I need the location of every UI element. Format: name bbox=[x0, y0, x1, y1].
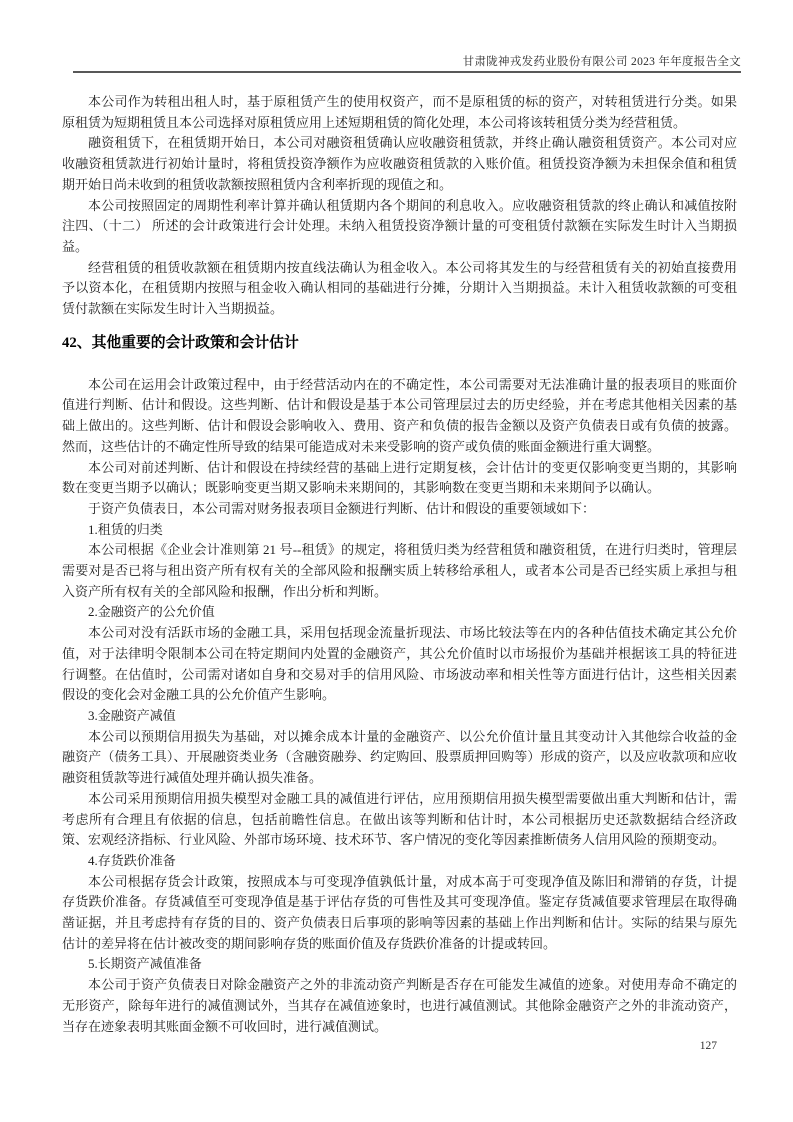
paragraph: 本公司以预期信用损失为基础，对以摊余成本计量的金融资产、以公允价值计量且其变动计入其他综合收益的金融资产（债务工具）、开展融资类业务（含融资融券、约定购回、股票质押回购等）形成的资产，以及应收款项和应收融资租赁款等进行减值处理并确认损失准备。 bbox=[62, 728, 737, 786]
paragraph: 本公司作为转租出租人时，基于原租赁产生的使用权资产，而不是原租赁的标的资产，对转租赁进行分类。如果原租赁为短期租赁且本公司选择对原租赁应用上述短期租赁的简化处理，本公司将该转租赁分类为经营租赁。 bbox=[62, 94, 737, 130]
paragraph: 本公司根据存货会计政策，按照成本与可变现净值孰低计量，对成本高于可变现净值及陈旧和滞销的存货，计提存货跌价准备。存货减值至可变现净值是基于评估存货的可售性及其可变现净值。鉴定存货减值要求管理层在取得确凿证据，并且考虑持有存货的目的、资产负债表日后事项的影响等因素的基础上作出判断和估计。实际的结果与原先估计的差异将在估计被改变的期间影响存货的账面价值及存货跌价准备的计提或转回。 bbox=[62, 873, 737, 951]
paragraph: 于资产负债表日，本公司需对财务报表项目金额进行判断、估计和假设的重要领域如下： bbox=[88, 500, 596, 516]
paragraph: 本公司根据《企业会计准则第 21 号--租赁》的规定，将租赁归类为经营租赁和融资租赁，在进行归类时，管理层需要对是否已将与租出资产所有权有关的全部风险和报酬实质上转移给承租人，或者本公司是否已经实质上承担与租入资产所有权有关的全部风险和报酬，作出分析和判断。 bbox=[62, 542, 737, 599]
paragraph: 经营租赁的租赁收款额在租赁期内按直线法确认为租金收入。本公司将其发生的与经营租赁有关的初始直接费用予以资本化，在租赁期内按照与租金收入确认相同的基础进行分摊，分期计入当期损益。未计入租赁收款额的可变租赁付款额在实际发生时计入当期损益。 bbox=[62, 259, 737, 317]
paragraph: 融资租赁下，在租赁期开始日，本公司对融资租赁确认应收融资租赁款，并终止确认融资租赁资产。本公司对应收融资租赁款进行初始计量时，将租赁投资净额作为应收融资租赁款的入账价值。租赁投资净额为未担保余值和租赁期开始日尚未收到的租赁收款额按照租赁内含利率折现的现值之和。 bbox=[62, 135, 737, 192]
document-body bbox=[62, 92, 737, 1037]
paragraph: 本公司采用预期信用损失模型对金融工具的减值进行评估，应用预期信用损失模型需要做出重大判断和估计，需考虑所有合理且有依据的信息，包括前瞻性信息。在做出该等判断和估计时，本公司根据历史还款数据结合经济政策、宏观经济指标、行业风险、外部市场环境、技术环节、客户情况的变化等因素推断债务人信用风险的预期变动。 bbox=[62, 790, 737, 848]
section-heading: 42、其他重要的会计政策和会计估计 bbox=[62, 334, 299, 351]
paragraph: 1.租赁的归类 bbox=[88, 521, 163, 537]
page-header bbox=[73, 53, 741, 69]
header-rule bbox=[73, 71, 741, 73]
paragraph: 2.金融资产的公允价值 bbox=[88, 604, 215, 620]
paragraph: 4.存货跌价准备 bbox=[88, 852, 176, 868]
paragraph: 本公司按照固定的周期性利率计算并确认租赁期内各个期间的利息收入。应收融资租赁款的终止确认和减值按附注四、（十二） 所述的会计政策进行会计处理。未纳入租赁投资净额计量的可变租赁付款额在实际发生时计入当期损益。 bbox=[62, 197, 737, 254]
page-number: 127 bbox=[699, 1040, 717, 1052]
paragraph: 本公司对前述判断、估计和假设在持续经营的基础上进行定期复核，会计估计的变更仅影响变更当期的，其影响数在变更当期予以确认；既影响变更当期又影响未来期间的，其影响数在变更当期和未来期间予以确认。 bbox=[62, 459, 737, 496]
header-title: 甘肃陇神戎发药业股份有限公司 2023 年年度报告全文 bbox=[462, 56, 741, 68]
paragraph: 5.长期资产减值准备 bbox=[88, 956, 202, 972]
paragraph: 3.金融资产减值 bbox=[88, 707, 176, 723]
paragraph: 本公司对没有活跃市场的金融工具，采用包括现金流量折现法、市场比较法等在内的各种估值技术确定其公允价值，对于法律明令限制本公司在特定期间内处置的金融资产，其公允价值时以市场报价为基础并根据该工具的特征进行调整。在估值时，公司需对诸如自身和交易对手的信用风险、市场波动率和相关性等方面进行估计，这些相关因素假设的变化会对金融工具的公允价值产生影响。 bbox=[62, 625, 737, 703]
page-footer bbox=[62, 1040, 717, 1052]
paragraph: 本公司在运用会计政策过程中，由于经营活动内在的不确定性，本公司需要对无法准确计量的报表项目的账面价值进行判断、估计和假设。这些判断、估计和假设是基于本公司管理层过去的历史经验，并在考虑其他相关因素的基础上做出的。这些判断、估计和假设会影响收入、费用、资产和负债的报告金额以及资产负债表日或有负债的披露。然而，这些估计的不确定性所导致的结果可能造成对未来受影响的资产或负债的账面金额进行重大调整。 bbox=[62, 376, 737, 454]
paragraph: 本公司于资产负债表日对除金融资产之外的非流动资产判断是否存在可能发生减值的迹象。对使用寿命不确定的无形资产，除每年进行的减值测试外，当其存在减值迹象时，也进行减值测试。其他除金融资产之外的非流动资产，当存在迹象表明其账面金额不可收回时，进行减值测试。 bbox=[62, 977, 737, 1034]
